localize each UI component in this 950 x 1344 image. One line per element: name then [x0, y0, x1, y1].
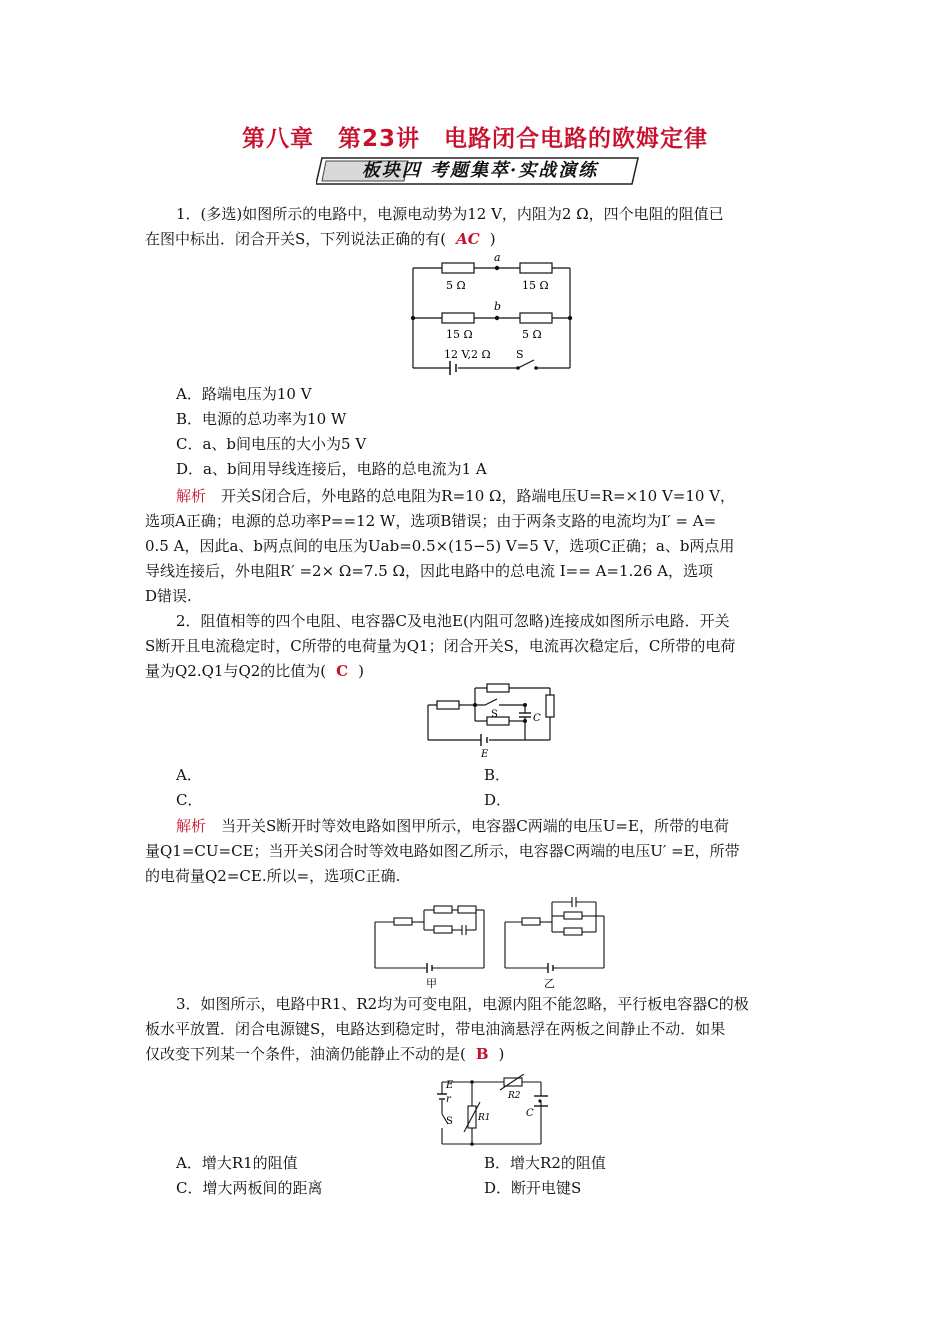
q3-label-r1: R1 — [478, 1113, 491, 1123]
q3-stem-line1: 3．如图所示，电路中R1、R2均为可变电阻，电源内阻不能忽略，平行板电容器C的极 — [176, 995, 749, 1013]
q2-analysis-line2: 量Q1=CU=CE；当开关S闭合时等效电路如图乙所示，电容器C两端的电压U′ =E，所带 — [145, 842, 740, 860]
q2-option-d: D． — [484, 791, 512, 809]
q2-equivalent-figures — [372, 892, 612, 990]
q3-label-s: S — [446, 1116, 453, 1127]
q1-stem-line1: 1．(多选)如图所示的电路中，电源电动势为12 V，内阻为2 Ω，四个电阻的阻值已 — [176, 205, 724, 223]
q1-r-mid-left: 15 Ω — [446, 328, 473, 341]
q1-r-top-right: 15 Ω — [522, 279, 549, 292]
q3-stem-line3 — [145, 1044, 775, 1064]
q1-analysis-line2: 选项A正确；电源的总功率P==12 W，选项B错误；由于两条支路的电流均为I′ = A= — [145, 512, 717, 530]
q2-analysis-line3: 的电荷量Q2=CE.所以=，选项C正确. — [145, 867, 401, 885]
q3-stem-text: 仅改变下列某一个条件，油滴仍能静止不动的是( — [145, 1045, 466, 1063]
q3-option-d: D．断开电键S — [484, 1179, 582, 1197]
q1-source-label: 12 V,2 Ω — [444, 348, 491, 361]
q3-answer: B — [475, 1045, 489, 1063]
q1-circuit-figure — [410, 250, 575, 375]
q3-stem-line2: 板水平放置．闭合电源键S，电路达到稳定时，带电油滴悬浮在两板之间静止不动．如果 — [145, 1020, 726, 1038]
q2-stem-close: ) — [358, 662, 364, 680]
q3-label-c: C — [526, 1108, 534, 1119]
q1-switch-label: S — [516, 348, 524, 361]
q2-option-c: C． — [176, 791, 203, 809]
q1-option-c: C．a、b间电压的大小为5 V — [176, 435, 367, 453]
q2-battery-label: E — [481, 749, 489, 760]
q1-node-a: a — [494, 251, 501, 264]
q2-cap-label: C — [533, 713, 541, 724]
section-banner — [316, 156, 644, 186]
q3-label-r2: R2 — [508, 1091, 521, 1101]
q3-option-c: C．增大两板间的距离 — [176, 1179, 323, 1197]
q3-label-e: E — [446, 1080, 454, 1091]
q2-analysis-line1: 当开关S断开时等效电路如图甲所示，电容器C两端的电压U=E，所带的电荷 — [221, 817, 729, 835]
q1-analysis-line4: 导线连接后，外电阻R′ =2× Ω=7.5 Ω，因此电路中的总电流 I== A=1.26 A，选项 — [145, 562, 713, 580]
q1-r-top-left: 5 Ω — [446, 279, 466, 292]
banner-text: 板块四 考题集萃·实战演练 — [361, 160, 599, 181]
q1-stem-text: 在图中标出．闭合开关S，下列说法正确的有( — [145, 230, 447, 248]
q1-node-b: b — [494, 300, 502, 313]
page-title: 第八章 第23讲 电路闭合电路的欧姆定律 — [241, 126, 708, 152]
q3-option-a: A．增大R1的阻值 — [176, 1154, 298, 1172]
q2-answer: C — [336, 662, 349, 680]
q1-answer: AC — [456, 230, 480, 248]
q2-option-b: B． — [484, 766, 511, 784]
q1-stem-close: ) — [489, 230, 496, 248]
q3-circuit-figure — [436, 1074, 548, 1150]
q1-analysis-label: 解析 — [176, 487, 207, 505]
q3-stem-close: ) — [498, 1045, 505, 1063]
q2-stem-text: 量为Q2.Q1与Q2的比值为( — [145, 662, 327, 680]
q1-r-mid-right: 5 Ω — [522, 328, 542, 341]
q2-option-a: A． — [176, 766, 202, 784]
q1-option-d: D．a、b间用导线连接后，电路的总电流为1 A — [176, 460, 487, 478]
q2-stem-line3 — [145, 661, 775, 681]
q2-stem-line1: 2．阻值相等的四个电阻、电容器C及电池E(内阻可忽略)连接成如图所示电路．开关 — [176, 612, 730, 630]
q1-analysis-line1: 开关S闭合后，外电路的总电阻为R=10 Ω，路端电压U=R=×10 V=10 V， — [221, 487, 736, 505]
q2-figure-label-yi: 乙 — [544, 977, 555, 990]
q1-stem-line2 — [145, 229, 775, 249]
q2-circuit-figure — [425, 683, 560, 761]
q2-switch-label: S — [491, 709, 498, 720]
q2-stem-line2: S断开且电流稳定时，C所带的电荷量为Q1；闭合开关S，电流再次稳定后，C所带的电荷 — [145, 637, 736, 655]
q1-option-a: A．路端电压为10 V — [176, 385, 312, 403]
q3-label-r: r — [446, 1094, 451, 1105]
q1-option-b: B．电源的总功率为10 W — [176, 410, 347, 428]
q3-option-b: B．增大R2的阻值 — [484, 1154, 606, 1172]
q1-analysis-line5: D错误. — [145, 587, 192, 605]
q2-analysis-label: 解析 — [176, 817, 207, 835]
q2-figure-label-jia: 甲 — [426, 977, 437, 990]
q1-analysis-line3: 0.5 A，因此a、b两点间的电压为Uab=0.5×(15−5) V=5 V，选项C正确；a、b两点用 — [145, 537, 735, 555]
